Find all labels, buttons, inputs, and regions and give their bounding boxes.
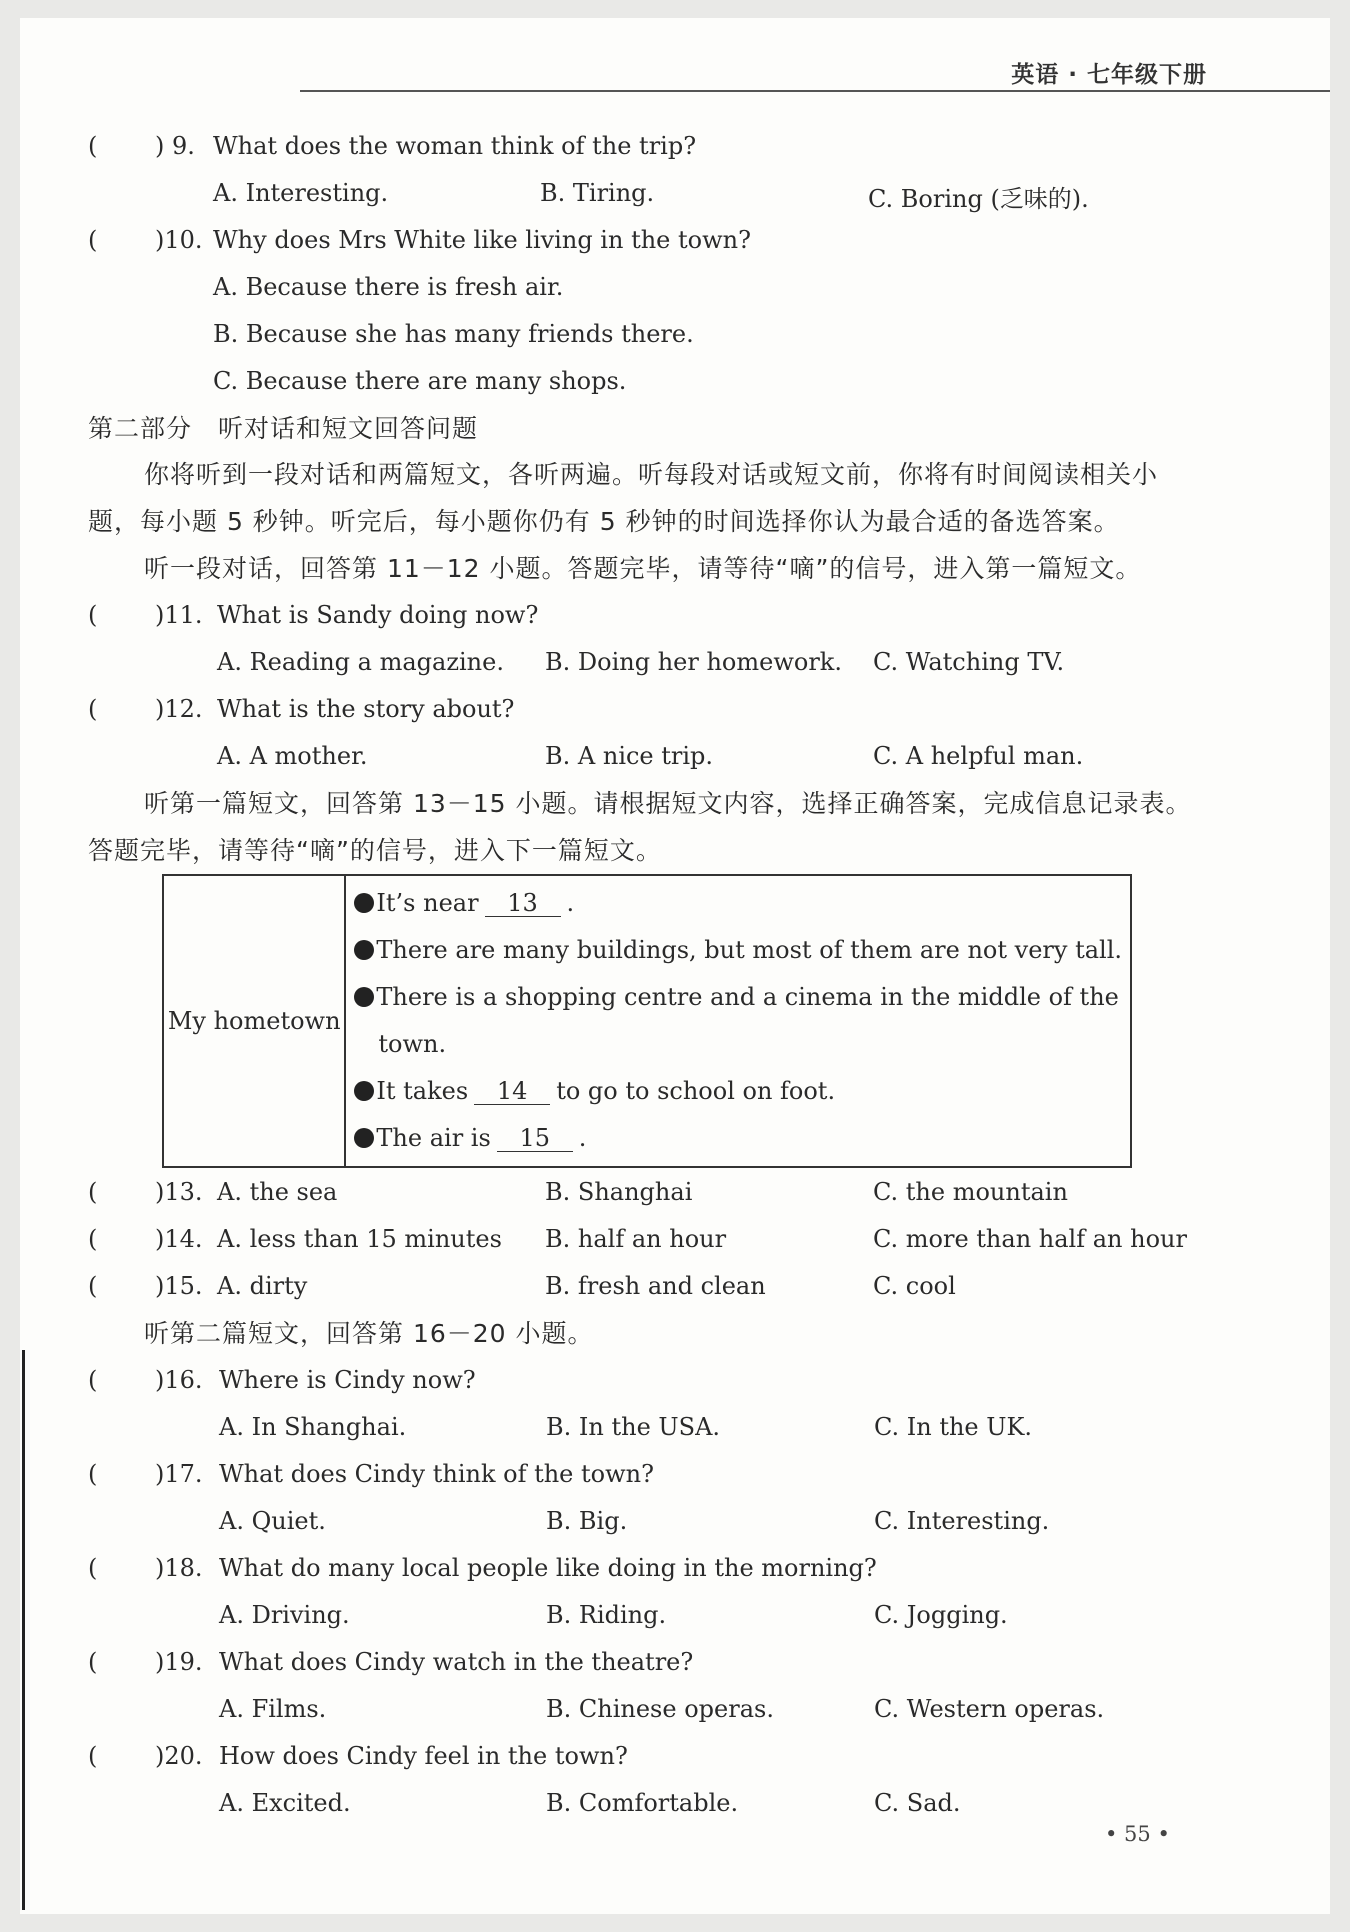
answer-paren: ( bbox=[88, 601, 98, 629]
binding-edge bbox=[22, 1350, 25, 1910]
bullet-icon bbox=[354, 1128, 374, 1148]
option-c: C. A helpful man. bbox=[873, 742, 1084, 770]
option-a: A. Excited. bbox=[219, 1789, 351, 1817]
question-number: ) 9. bbox=[155, 132, 195, 160]
bullet-icon bbox=[354, 893, 374, 913]
question-number: )13. bbox=[155, 1178, 203, 1206]
question-number: )14. bbox=[155, 1225, 203, 1253]
bullet-icon bbox=[354, 1081, 374, 1101]
bullet-line-1: It’s near 13 . bbox=[354, 880, 1122, 927]
option-a: A. Quiet. bbox=[219, 1507, 326, 1535]
option-b: B. Riding. bbox=[546, 1601, 667, 1629]
question-number: )16. bbox=[155, 1366, 203, 1394]
answer-paren: ( bbox=[88, 132, 98, 160]
blank-13: 13 bbox=[485, 890, 561, 917]
question-text: What is the story about? bbox=[217, 695, 515, 723]
option-c: C. the mountain bbox=[873, 1178, 1068, 1206]
instruction-text: 听一段对话，回答第 11－12 小题。答题完毕，请等待“嘀”的信号，进入第一篇短文。 bbox=[144, 554, 1142, 583]
option-a: A. Because there is fresh air. bbox=[213, 273, 564, 301]
question-text: What does Cindy watch in the theatre? bbox=[219, 1648, 694, 1676]
question-number: )12. bbox=[155, 695, 203, 723]
instruction-text: 题，每小题 5 秒钟。听完后，每小题你仍有 5 秒钟的时间选择你认为最合适的备选答案。 bbox=[88, 507, 1120, 536]
blank-14: 14 bbox=[474, 1078, 550, 1105]
option-b: B. Because she has many friends there. bbox=[213, 320, 694, 348]
option-c: C. Sad. bbox=[874, 1789, 961, 1817]
bullet-line-3-cont: town. bbox=[378, 1030, 447, 1058]
instruction-text: 你将听到一段对话和两篇短文，各听两遍。听每段对话或短文前，你将有时间阅读相关小 bbox=[144, 460, 1159, 489]
answer-paren: ( bbox=[88, 695, 98, 723]
question-text: Where is Cindy now? bbox=[219, 1366, 476, 1394]
option-a: A. dirty bbox=[217, 1272, 308, 1300]
question-text: Why does Mrs White like living in the town? bbox=[213, 226, 751, 254]
question-number: )20. bbox=[155, 1742, 203, 1770]
answer-paren: ( bbox=[88, 1366, 98, 1394]
option-a: A. less than 15 minutes bbox=[217, 1225, 502, 1253]
answer-paren: ( bbox=[88, 1742, 98, 1770]
question-number: )19. bbox=[155, 1648, 203, 1676]
option-b: B. A nice trip. bbox=[545, 742, 714, 770]
table-bullets bbox=[345, 875, 1131, 1167]
option-c: C. Boring (乏味的). bbox=[868, 185, 1089, 213]
question-text: How does Cindy feel in the town? bbox=[219, 1742, 628, 1770]
question-text: What do many local people like doing in the morning? bbox=[219, 1554, 877, 1582]
blank-15: 15 bbox=[497, 1125, 573, 1152]
option-c: C. Interesting. bbox=[874, 1507, 1050, 1535]
question-number: )11. bbox=[155, 601, 203, 629]
answer-paren: ( bbox=[88, 1225, 98, 1253]
option-c: C. Jogging. bbox=[874, 1601, 1008, 1629]
page-number: • 55 • bbox=[1105, 1822, 1170, 1846]
answer-paren: ( bbox=[88, 1648, 98, 1676]
bullet-line-5: The air is 15 . bbox=[354, 1115, 1122, 1162]
bullet-line-3: There is a shopping centre and a cinema in the middle of the bbox=[354, 974, 1122, 1021]
bullet-icon bbox=[354, 987, 374, 1007]
answer-paren: ( bbox=[88, 1460, 98, 1488]
option-b: B. Big. bbox=[546, 1507, 628, 1535]
bullet-line-4: It takes 14 to go to school on foot. bbox=[354, 1068, 1122, 1115]
bullet-line-2: There are many buildings, but most of them are not very tall. bbox=[354, 927, 1122, 974]
option-a: A. Interesting. bbox=[213, 179, 389, 207]
option-c: C. Watching TV. bbox=[873, 648, 1065, 676]
option-b: B. Chinese operas. bbox=[546, 1695, 774, 1723]
option-c: C. more than half an hour bbox=[873, 1225, 1187, 1253]
answer-paren: ( bbox=[88, 1554, 98, 1582]
question-text: What does the woman think of the trip? bbox=[213, 132, 697, 160]
info-record-table bbox=[162, 874, 1132, 1168]
question-number: )18. bbox=[155, 1554, 203, 1582]
table-label: My hometown bbox=[163, 875, 345, 1167]
option-b: B. Doing her homework. bbox=[545, 648, 842, 676]
instruction-text: 听第一篇短文，回答第 13－15 小题。请根据短文内容，选择正确答案，完成信息记录表。 bbox=[144, 789, 1192, 818]
answer-paren: ( bbox=[88, 1272, 98, 1300]
header-rule bbox=[300, 90, 1330, 92]
option-b: B. half an hour bbox=[545, 1225, 727, 1253]
option-b: B. In the USA. bbox=[546, 1413, 721, 1441]
question-number: )17. bbox=[155, 1460, 203, 1488]
bullet-icon bbox=[354, 940, 374, 960]
option-c: C. Because there are many shops. bbox=[213, 367, 627, 395]
option-b: B. Tiring. bbox=[540, 179, 655, 207]
question-number: )10. bbox=[155, 226, 203, 254]
option-a: A. Driving. bbox=[219, 1601, 350, 1629]
option-a: A. the sea bbox=[217, 1178, 338, 1206]
option-b: B. Shanghai bbox=[545, 1178, 693, 1206]
instruction-text: 听第二篇短文，回答第 16－20 小题。 bbox=[144, 1319, 594, 1348]
option-b: B. fresh and clean bbox=[545, 1272, 766, 1300]
option-a: A. In Shanghai. bbox=[219, 1413, 407, 1441]
option-c: C. Western operas. bbox=[874, 1695, 1105, 1723]
section-heading: 第二部分 听对话和短文回答问题 bbox=[88, 414, 479, 443]
option-a: A. Reading a magazine. bbox=[217, 648, 504, 676]
instruction-text: 答题完毕，请等待“嘀”的信号，进入下一篇短文。 bbox=[88, 836, 662, 865]
header-title: 英语 · 七年级下册 bbox=[1011, 62, 1207, 88]
option-b: B. Comfortable. bbox=[546, 1789, 739, 1817]
question-number: )15. bbox=[155, 1272, 203, 1300]
answer-paren: ( bbox=[88, 1178, 98, 1206]
question-text: What does Cindy think of the town? bbox=[219, 1460, 654, 1488]
option-a: A. A mother. bbox=[217, 742, 368, 770]
question-text: What is Sandy doing now? bbox=[217, 601, 539, 629]
answer-paren: ( bbox=[88, 226, 98, 254]
option-c: C. In the UK. bbox=[874, 1413, 1033, 1441]
option-c: C. cool bbox=[873, 1272, 956, 1300]
option-a: A. Films. bbox=[219, 1695, 327, 1723]
